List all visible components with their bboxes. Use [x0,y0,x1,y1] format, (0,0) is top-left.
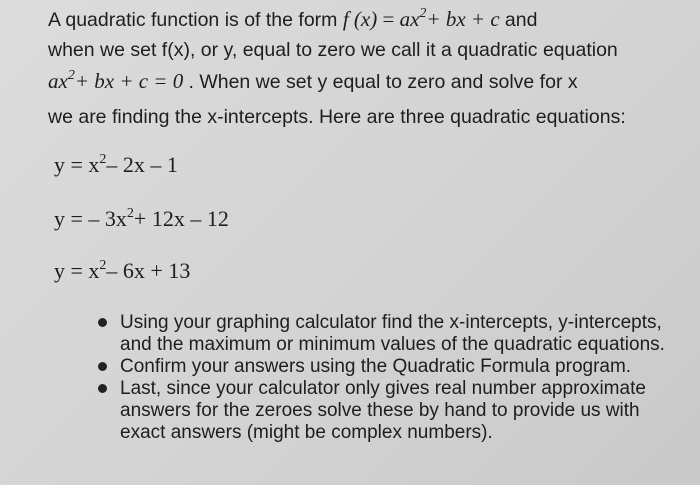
intro-line-2: when we set f(x), or y, equal to zero we call it a quadratic equation [48,39,618,61]
intro-line-1 [48,6,537,33]
equation-rest: + bx + c = 0 [74,69,184,93]
bullet-icon [98,318,107,327]
list-item [90,312,680,356]
list-item-text: Confirm your answers using the Quadratic Formula program. [120,356,632,377]
exponent: 2 [126,206,134,221]
bx-c-term: + bx + c [426,7,500,31]
equation-3 [54,258,190,284]
function-notation [343,7,505,31]
equation-lhs: y = x [54,152,100,177]
ax-term: ax [399,7,420,31]
intro-text: . When we set y equal to zero and solve for x [188,71,578,93]
equation-2 [54,206,229,232]
list-item [90,356,680,378]
and-text: and [504,9,538,31]
list-item-text: Using your graphing calculator find the x-intercepts, y-intercepts, and the maximum or minimum values of the quadratic equations. [120,312,665,355]
quadratic-equation [48,69,188,93]
list-item [90,378,680,444]
exponent: 2 [67,68,75,83]
equation-rhs: + 12x – 12 [133,206,229,231]
equals-sign: = [382,7,395,31]
bullet-icon [98,384,107,393]
instructions-list [90,312,680,444]
equation-lhs: y = – 3x [54,206,127,231]
equation-lhs: y = x [54,258,100,283]
bullet-icon [98,362,107,371]
equation-1 [54,152,178,178]
ax-term: ax [48,69,68,93]
intro-line-4: we are finding the x-intercepts. Here are three quadratic equations: [48,106,626,128]
f-label: f (x) [342,7,378,31]
equation-rhs: – 2x – 1 [106,152,178,177]
intro-line-3 [48,68,578,95]
list-item-text: Last, since your calculator only gives real number approximate answers for the zeroes solve these by hand to provide us with exact answers (might be complex numbers). [120,378,646,443]
equation-rhs: – 6x + 13 [106,258,191,283]
exponent: 2 [99,152,107,167]
exponent: 2 [99,258,107,273]
intro-text: A quadratic function is of the form [48,9,338,31]
exponent: 2 [419,6,427,21]
